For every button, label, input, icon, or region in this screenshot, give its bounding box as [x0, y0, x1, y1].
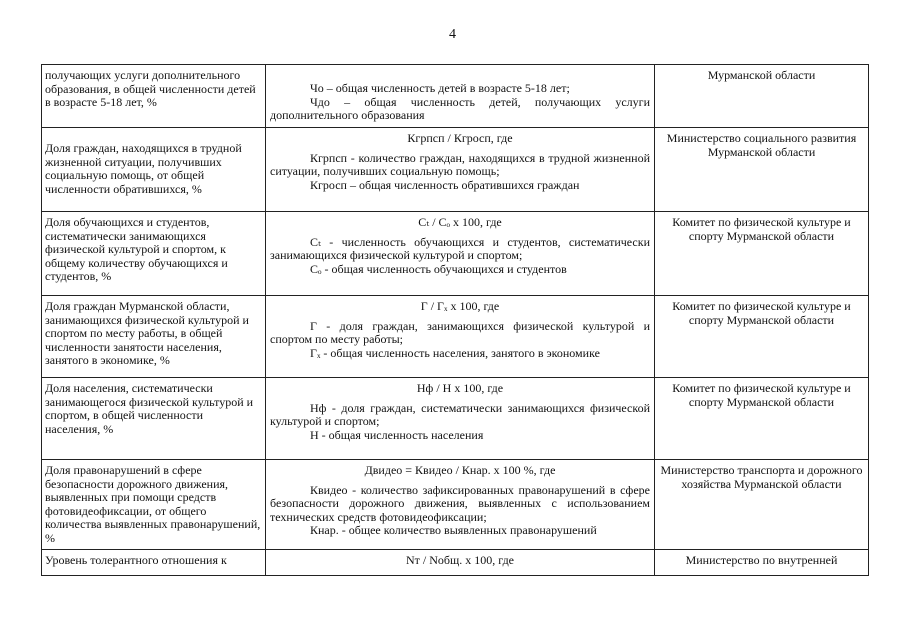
table-row [42, 460, 869, 550]
definition: Г - доля граждан, занимающихся физической культурой и спортом по месту работы; [270, 318, 650, 346]
agency-cell: Комитет по физической культуре и спорту Мурманской области [655, 296, 869, 378]
table-row [42, 296, 869, 378]
agency-cell: Мурманской области [655, 65, 869, 128]
formula: Двидео = Квидео / Кнар. х 100 %, где [364, 463, 556, 477]
indicator-cell: получающих услуги дополнительного образования, в общей численности детей в возрасте 5-18 лет, % [42, 65, 266, 128]
formula: Сₜ / Сₒ х 100, где [418, 215, 502, 229]
indicators-table [41, 64, 869, 576]
formula-cell [266, 296, 655, 378]
definition: Н - общая численность населения [310, 427, 484, 442]
definition: Гₓ - общая численность населения, занятого в экономике [310, 345, 600, 360]
agency-cell: Министерство социального развития Мурманской области [655, 128, 869, 212]
table-row [42, 128, 869, 212]
formula-cell [266, 460, 655, 550]
agency-cell: Комитет по физической культуре и спорту Мурманской области [655, 212, 869, 296]
indicator-cell: Доля граждан, находящихся в трудной жизненной ситуации, получивших социальную помощь, от общей численности обратившихся, % [45, 141, 242, 196]
definition: Чо – общая численность детей в возрасте 5-18 лет; [310, 81, 570, 95]
definition: Квидео - количество зафиксированных правонарушений в сфере безопасности дорожного движения, выявленных с использованием технических средств фотовидеофиксации; [270, 482, 650, 524]
definition: Кгросп – общая численность обратившихся граждан [310, 177, 580, 192]
formula-cell [266, 212, 655, 296]
definition: Сₒ - общая численность обучающихся и студентов [310, 261, 567, 276]
indicator-cell: Уровень толерантного отношения к [42, 550, 266, 576]
formula-cell [266, 550, 655, 576]
indicator-cell: Доля граждан Мурманской области, занимающихся физической культурой и спортом по месту работы, в общей численности занятости населения, занятого в экономике, % [42, 296, 266, 378]
formula: Нф / Н х 100, где [416, 381, 504, 395]
table-row [42, 550, 869, 576]
formula-cell [266, 65, 655, 128]
table-row [42, 378, 869, 460]
definition: Кнар. - общее количество выявленных правонарушений [310, 523, 597, 537]
formula: Nт / Nобщ. х 100, где [405, 553, 514, 567]
indicator-cell: Доля правонарушений в сфере безопасности дорожного движения, выявленных при помощи средств фотовидеофиксации, от общего количества выявленных правонарушений, % [42, 460, 266, 550]
definition: Сₜ - численность обучающихся и студентов, систематически занимающихся физической культурой и спортом; [270, 234, 650, 262]
formula-cell [266, 128, 655, 212]
formula: Г / Гₓ х 100, где [420, 299, 500, 313]
agency-cell: Министерство по внутренней [655, 550, 869, 576]
formula: Кгрпсп / Кгросп, где [407, 131, 513, 145]
formula-cell [266, 378, 655, 460]
indicator-cell: Доля обучающихся и студентов, систематически занимающихся физической культурой и спортом, к общему количеству обучающихся и студентов, % [42, 212, 266, 296]
indicator-cell: Доля населения, систематически занимающегося физической культурой и спортом, в общей численности населения, % [42, 378, 266, 460]
agency-cell: Министерство транспорта и дорожного хозяйства Мурманской области [655, 460, 869, 550]
agency-cell: Комитет по физической культуре и спорту Мурманской области [655, 378, 869, 460]
page-number: 4 [449, 27, 456, 42]
table-row [42, 212, 869, 296]
definition: Нф - доля граждан, систематически занимающихся физической культурой и спортом; [270, 400, 650, 428]
table-row [42, 65, 869, 128]
definition: Кгрпсп - количество граждан, находящихся в трудной жизненной ситуации, получивших социальную помощь; [270, 150, 650, 178]
definition: Чдо – общая численность детей, получающих услуги дополнительного образования [270, 94, 650, 122]
